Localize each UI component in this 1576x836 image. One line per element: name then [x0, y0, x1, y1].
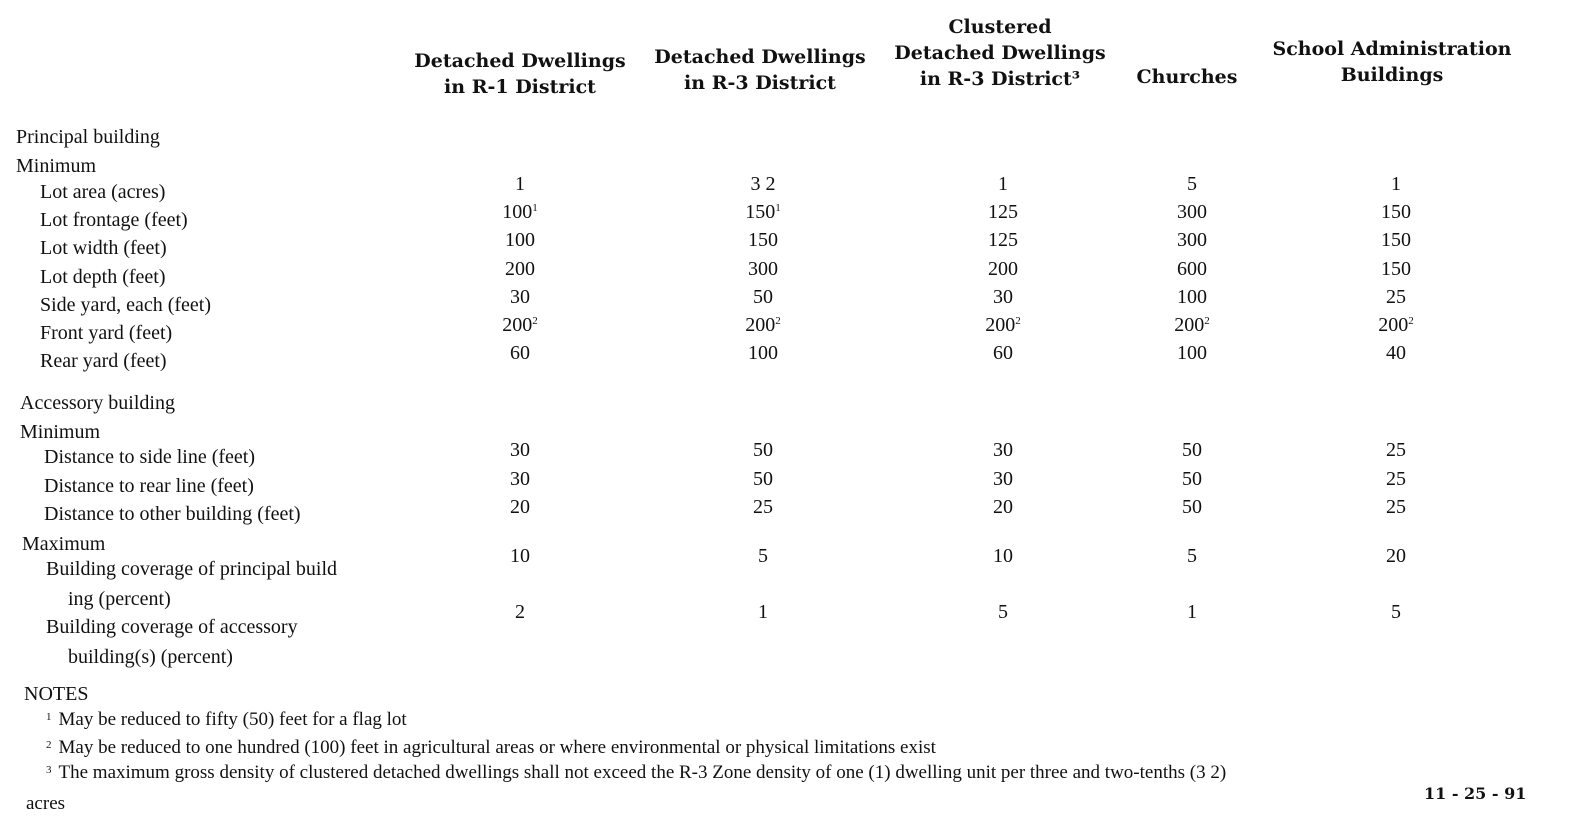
cell-value: 100 [748, 342, 778, 365]
row-label: Lot frontage (feet) [40, 209, 188, 232]
table-cell: 50 [1182, 439, 1202, 461]
table-cell: 25 [1386, 439, 1406, 461]
column-heading-school-admin: School Administration Buildings [1272, 38, 1512, 86]
table-cell: 50 [1182, 467, 1202, 490]
table-cell [470, 313, 570, 337]
cell-value: 100 [505, 229, 535, 252]
row-label: Lot area (acres) [40, 181, 166, 203]
row-label: Side yard, each (feet) [40, 293, 212, 316]
cell-value: 30 [510, 285, 530, 308]
cell-value: 300 [1177, 201, 1207, 224]
note-number: 1 [46, 711, 52, 723]
footnote-marker: 2 [1015, 315, 1021, 327]
cell-value: 1 [998, 173, 1008, 195]
table-cell [953, 200, 1053, 224]
table-cell: 50 [1182, 496, 1202, 518]
footnote-marker: 2 [775, 315, 781, 327]
table-cell [953, 228, 1053, 252]
principal-minimum-heading: Minimum [16, 155, 97, 177]
table-cell [1142, 313, 1242, 337]
table-cell [713, 257, 813, 281]
table-cell: 25 [753, 496, 773, 518]
row-label [46, 557, 337, 611]
note-item [46, 706, 407, 731]
note-number: 3 [46, 764, 52, 776]
table-cell: 10 [510, 545, 530, 567]
note-text: May be reduced to fifty (50) feet for a flag lot [58, 709, 407, 730]
cell-value: 300 [748, 257, 778, 280]
cell-value: 100 [1177, 285, 1207, 308]
cell-value: 1 [515, 173, 525, 195]
cell-value: 50 [753, 285, 773, 308]
table-cell: 25 [1386, 467, 1406, 490]
table-cell [1346, 228, 1446, 252]
table-cell [1346, 313, 1446, 337]
note-text: The maximum gross density of clustered detached dwellings shall not exceed the R-3 Zone density of one (1) dwelling unit per three and two-tenths (3 2) [58, 762, 1227, 783]
table-cell: 20 [1386, 545, 1406, 567]
accessory-minimum-heading: Minimum [20, 421, 101, 443]
cell-value: 150 [748, 229, 778, 252]
row-label-line: Building coverage of accessory [46, 616, 298, 638]
table-cell [1346, 341, 1446, 365]
cell-value: 150 [745, 201, 776, 224]
cell-value: 125 [988, 201, 1018, 224]
table-cell: 2 [515, 601, 525, 623]
table-cell: 5 [758, 545, 768, 567]
table-cell: 30 [510, 467, 530, 490]
cell-value: 200 [988, 257, 1018, 280]
cell-value: 150 [1381, 229, 1411, 252]
cell-value: 60 [510, 342, 530, 365]
note-item [46, 759, 1226, 784]
table-cell [1142, 200, 1242, 224]
notes-heading: NOTES [24, 683, 89, 705]
table-cell [713, 200, 813, 224]
table-cell [470, 200, 570, 224]
cell-value: 3 2 [750, 173, 776, 195]
row-label: Lot depth (feet) [40, 265, 166, 288]
table-cell: 5 [1391, 601, 1401, 623]
table-cell [470, 341, 570, 365]
table-cell [470, 228, 570, 252]
footnote-marker: 1 [532, 202, 538, 215]
table-cell: 5 [998, 601, 1008, 623]
footnote-marker: 1 [775, 202, 781, 215]
table-cell [470, 285, 570, 309]
row-label-line: ing (percent) [68, 588, 171, 610]
table-cell [1346, 257, 1446, 281]
row-label-line: building(s) (percent) [68, 646, 233, 668]
cell-value: 5 [1187, 173, 1197, 195]
table-cell [953, 313, 1053, 337]
row-label: Rear yard (feet) [40, 350, 167, 373]
row-label: Distance to other building (feet) [44, 503, 301, 525]
table-cell [1346, 172, 1446, 196]
table-cell [1142, 285, 1242, 309]
column-heading-r1-detached: Detached Dwellings in R-1 District [414, 50, 626, 98]
cell-value: 200 [505, 257, 535, 280]
cell-value: 100 [1177, 342, 1207, 365]
table-cell [1142, 257, 1242, 281]
table-cell: 50 [753, 467, 773, 490]
note-number: 2 [46, 739, 52, 751]
cell-value: 40 [1386, 342, 1406, 365]
table-cell [953, 285, 1053, 309]
table-cell [953, 257, 1053, 281]
table-cell [1142, 341, 1242, 365]
table-cell [1346, 200, 1446, 224]
row-label-line: Building coverage of principal build [46, 558, 338, 580]
footnote-marker: 2 [1204, 315, 1210, 327]
table-cell [713, 341, 813, 365]
table-cell [713, 228, 813, 252]
row-label: Lot width (feet) [40, 237, 167, 260]
table-cell [1346, 285, 1446, 309]
note-text: May be reduced to one hundred (100) feet in agricultural areas or where environmental or physical limitations exist [58, 737, 936, 758]
table-cell: 20 [993, 496, 1013, 518]
footnote-marker: 2 [532, 315, 538, 327]
table-cell [953, 341, 1053, 365]
cell-value: 60 [993, 342, 1013, 365]
table-cell: 25 [1386, 496, 1406, 518]
table-cell [1142, 228, 1242, 252]
cell-value: 200 [745, 314, 776, 336]
table-cell [713, 313, 813, 337]
notes-continuation: acres [26, 793, 66, 814]
cell-value: 150 [1381, 201, 1411, 224]
accessory-maximum-heading: Maximum [22, 533, 106, 555]
page-date: 11 - 25 - 91 [1424, 784, 1527, 803]
table-cell: 20 [510, 496, 530, 518]
table-cell [953, 172, 1053, 196]
table-cell: 1 [758, 601, 768, 623]
cell-value: 600 [1177, 257, 1207, 280]
table-cell: 50 [753, 439, 773, 461]
cell-value: 125 [988, 229, 1018, 252]
cell-value: 30 [993, 285, 1013, 308]
table-cell [470, 172, 570, 196]
cell-value: 25 [1386, 285, 1406, 308]
column-heading-churches: Churches [1136, 66, 1238, 88]
cell-value: 200 [502, 314, 533, 336]
table-cell: 10 [993, 545, 1013, 567]
column-heading-r3-detached: Detached Dwellings in R-3 District [654, 46, 866, 94]
table-cell [713, 285, 813, 309]
table-cell: 1 [1187, 601, 1197, 623]
cell-value: 150 [1381, 257, 1411, 280]
row-label: Distance to rear line (feet) [44, 474, 254, 497]
cell-value: 200 [1378, 314, 1409, 336]
cell-value: 300 [1177, 229, 1207, 252]
table-cell [1142, 172, 1242, 196]
table-cell: 30 [993, 439, 1013, 461]
cell-value: 200 [1174, 314, 1205, 336]
table-cell [470, 257, 570, 281]
table-cell [713, 172, 813, 196]
cell-value: 200 [985, 314, 1016, 336]
principal-building-heading: Principal building [16, 126, 160, 148]
table-cell: 30 [993, 467, 1013, 490]
note-item [46, 734, 936, 759]
row-label: Front yard (feet) [40, 322, 173, 344]
row-label: Distance to side line (feet) [44, 446, 256, 468]
footnote-marker: 2 [1408, 315, 1414, 327]
column-heading-r3-clustered: Clustered Detached Dwellings in R-3 District³ [894, 16, 1106, 90]
table-cell: 5 [1187, 545, 1197, 567]
table-cell: 30 [510, 439, 530, 461]
cell-value: 100 [502, 201, 533, 224]
row-label [46, 615, 298, 669]
accessory-building-heading: Accessory building [20, 392, 175, 414]
cell-value: 1 [1391, 173, 1401, 195]
